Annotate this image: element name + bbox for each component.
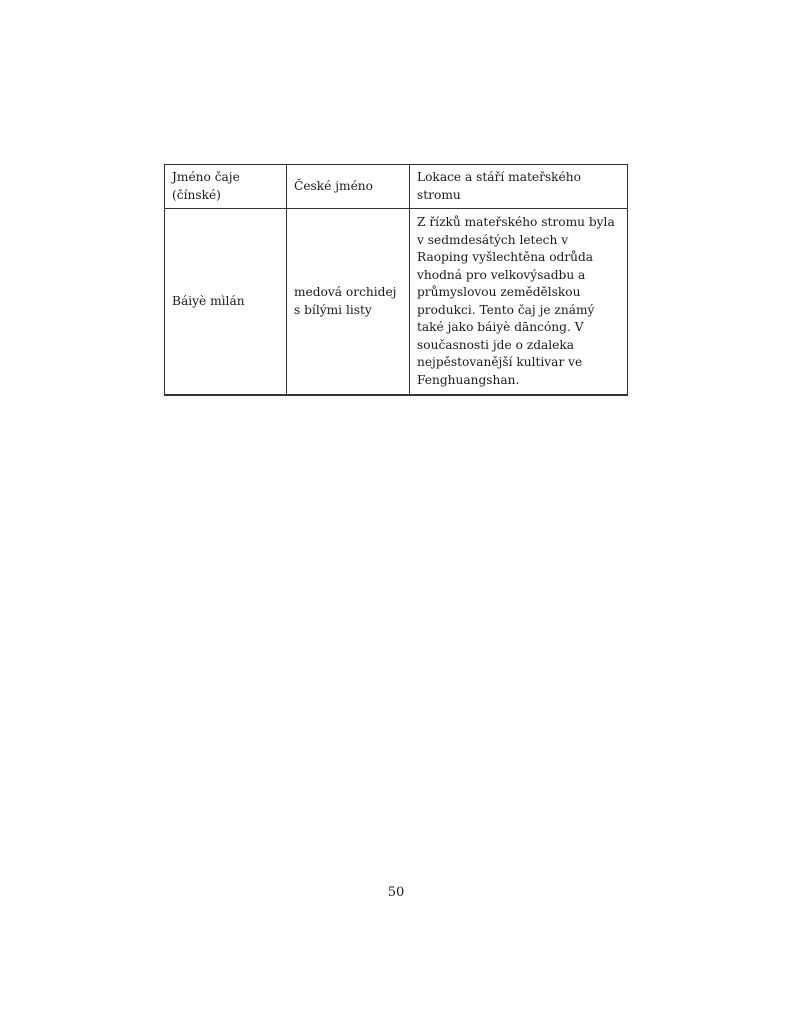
cell-czech-name: medová orchidej s bílými listy <box>287 209 410 396</box>
page-number: 50 <box>387 885 405 900</box>
cell-chinese-name: Báiyè mìlán <box>165 209 287 396</box>
header-chinese-name: Jméno čaje (čínské) <box>165 165 287 209</box>
cell-location-age: Z řízků mateřského stromu byla v sedmdesátých letech v Raoping vyšlechtěna odrůda vhodná pro velkovýsadbu a průmyslovou zemědělskou produkci. Tento čaj je známý také jako báiyè dāncóng. V současnosti jde o zdaleka nejpěstovanější kultivar ve Fenghuangshan. <box>410 209 628 396</box>
table-row <box>165 209 628 396</box>
header-location-age: Lokace a stáří mateřského stromu <box>410 165 628 209</box>
tea-table <box>164 164 628 396</box>
table-header-row <box>165 165 628 209</box>
header-czech-name: České jméno <box>287 165 410 209</box>
